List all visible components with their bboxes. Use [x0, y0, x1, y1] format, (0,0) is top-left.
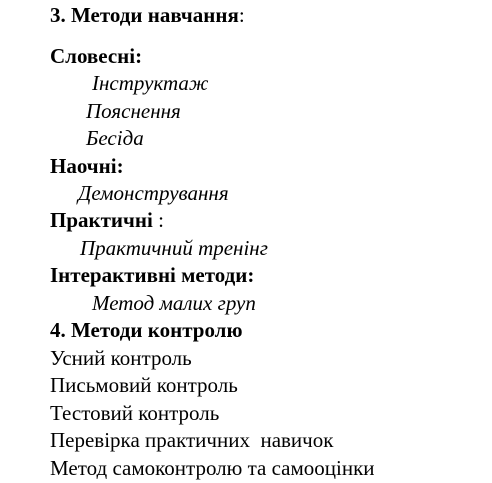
control-item-oral: Усний контроль	[50, 346, 192, 370]
visual-methods-label: Наочні:	[50, 154, 124, 178]
control-item-test: Тестовий контроль	[50, 401, 220, 425]
practical-methods-label-line	[50, 208, 164, 232]
section-3-heading-line	[50, 3, 245, 27]
section-3-heading: 3. Методи навчання	[50, 3, 239, 27]
visual-item-demonstration: Демонстрування	[78, 181, 229, 205]
control-item-practical-skills: Перевірка практичних навичок	[50, 428, 334, 452]
section-3-heading-colon: :	[238, 3, 245, 27]
interactive-methods-label: Інтерактивні методи:	[50, 263, 255, 287]
interactive-item-small-groups: Метод малих груп	[92, 291, 256, 315]
control-item-written: Письмовий контроль	[50, 373, 238, 397]
verbal-item-conversation: Бесіда	[86, 126, 144, 150]
practical-methods-label: Практичні	[50, 208, 153, 232]
control-item-self-assessment: Метод самоконтролю та самооцінки	[50, 456, 375, 480]
verbal-item-explanation: Пояснення	[86, 99, 181, 123]
verbal-item-instruction: Інструктаж	[92, 71, 209, 95]
verbal-methods-label: Словесні:	[50, 44, 143, 68]
practical-methods-colon: :	[152, 208, 164, 232]
section-4-heading: 4. Методи контролю	[50, 318, 243, 342]
practical-item-training: Практичний тренінг	[80, 236, 268, 260]
